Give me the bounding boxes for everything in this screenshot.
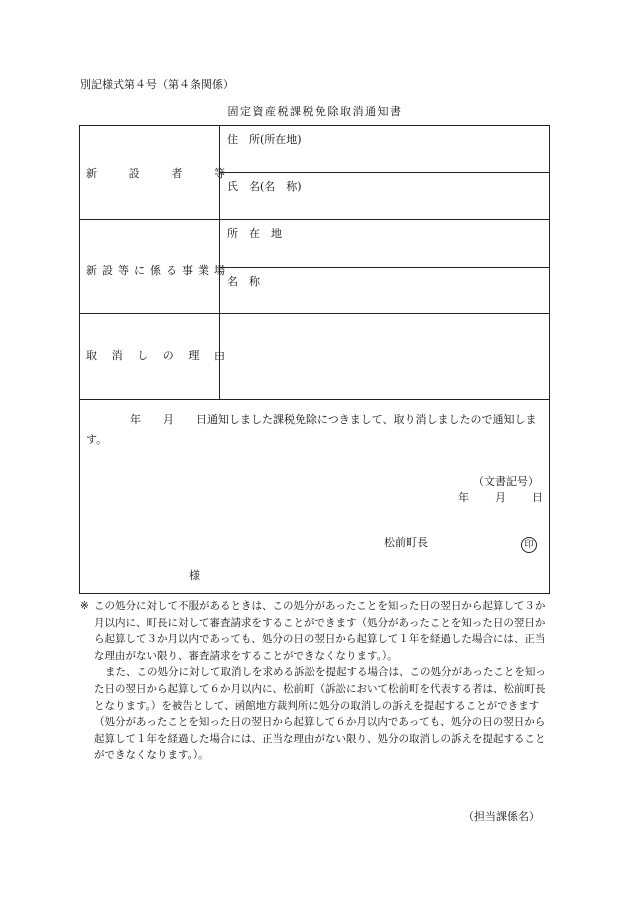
row-divider — [80, 313, 549, 314]
business-name-label: 名 称 — [227, 275, 260, 288]
mayor-title: 松前町長 — [384, 536, 428, 549]
note-paragraph-1: この処分に対して不服があるときは、この処分があったことを知った日の翌日から起算して３か月以内に、町長に対して審査請求をすることができます（処分があったことを知った日の翌日から起算して３か月以内であっても、処分の日の翌日から起算して１年を経過した場合には、正当な理由がない限り、審査請求をすることができなくなります。）。 — [94, 600, 546, 662]
note-marker: ※ — [80, 600, 89, 612]
issue-date — [458, 489, 543, 505]
row-divider — [80, 399, 549, 400]
seal-mark — [521, 532, 537, 553]
date-month: 月 — [495, 491, 506, 504]
document-title: 固定資産税課税免除取消通知書 — [227, 105, 403, 118]
reason-row-label: 取 消 し の 理 由 — [86, 349, 225, 362]
name-label: 氏 名(名 称) — [227, 180, 302, 193]
notice-month: 月 — [163, 413, 174, 426]
document-number-label: （文書記号） — [473, 475, 539, 488]
section-name-label: （担当課係名） — [463, 810, 540, 823]
seal-icon: 印 — [521, 537, 537, 553]
notice-year: 年 — [130, 413, 141, 426]
cell-divider — [219, 172, 549, 173]
date-day: 日 — [532, 491, 543, 504]
form-number-label: 別記様式第４号（第４条関係） — [80, 78, 234, 91]
address-label: 住 所(所在地) — [227, 133, 302, 146]
recipient-suffix: 様 — [189, 569, 200, 582]
notice-body: 日通知しました課税免除につきまして、取り消しましたので通知します。 — [86, 413, 537, 446]
applicant-row-label: 新 設 者 等 — [86, 167, 225, 180]
row-divider — [80, 219, 549, 220]
appeal-notes — [80, 598, 552, 764]
business-site-row-label: 新 設 等 に 係 る 事 業 場 — [86, 264, 225, 277]
note-paragraph-2: また、この処分に対して取消しを求める訴訟を提起する場合は、この処分があったことを知った日の翌日から起算して６か月以内に、松前町（訴訟において松前町を代表する者は、松前町長となります。）を被告として、函館地方裁判所に処分の取消しの訴えを提起することができます（処分があったことを知った日の翌日から起算して６か月以内であっても、処分の日の翌日から起算して１年を経過した場合には、正当な理由がない限り、処分の取消しの訴えを提起することができなくなります。）。 — [94, 666, 546, 762]
cell-divider — [219, 267, 549, 268]
notice-text — [86, 410, 546, 450]
location-label: 所 在 地 — [227, 227, 282, 240]
form-table — [79, 125, 550, 594]
date-year: 年 — [458, 491, 469, 504]
